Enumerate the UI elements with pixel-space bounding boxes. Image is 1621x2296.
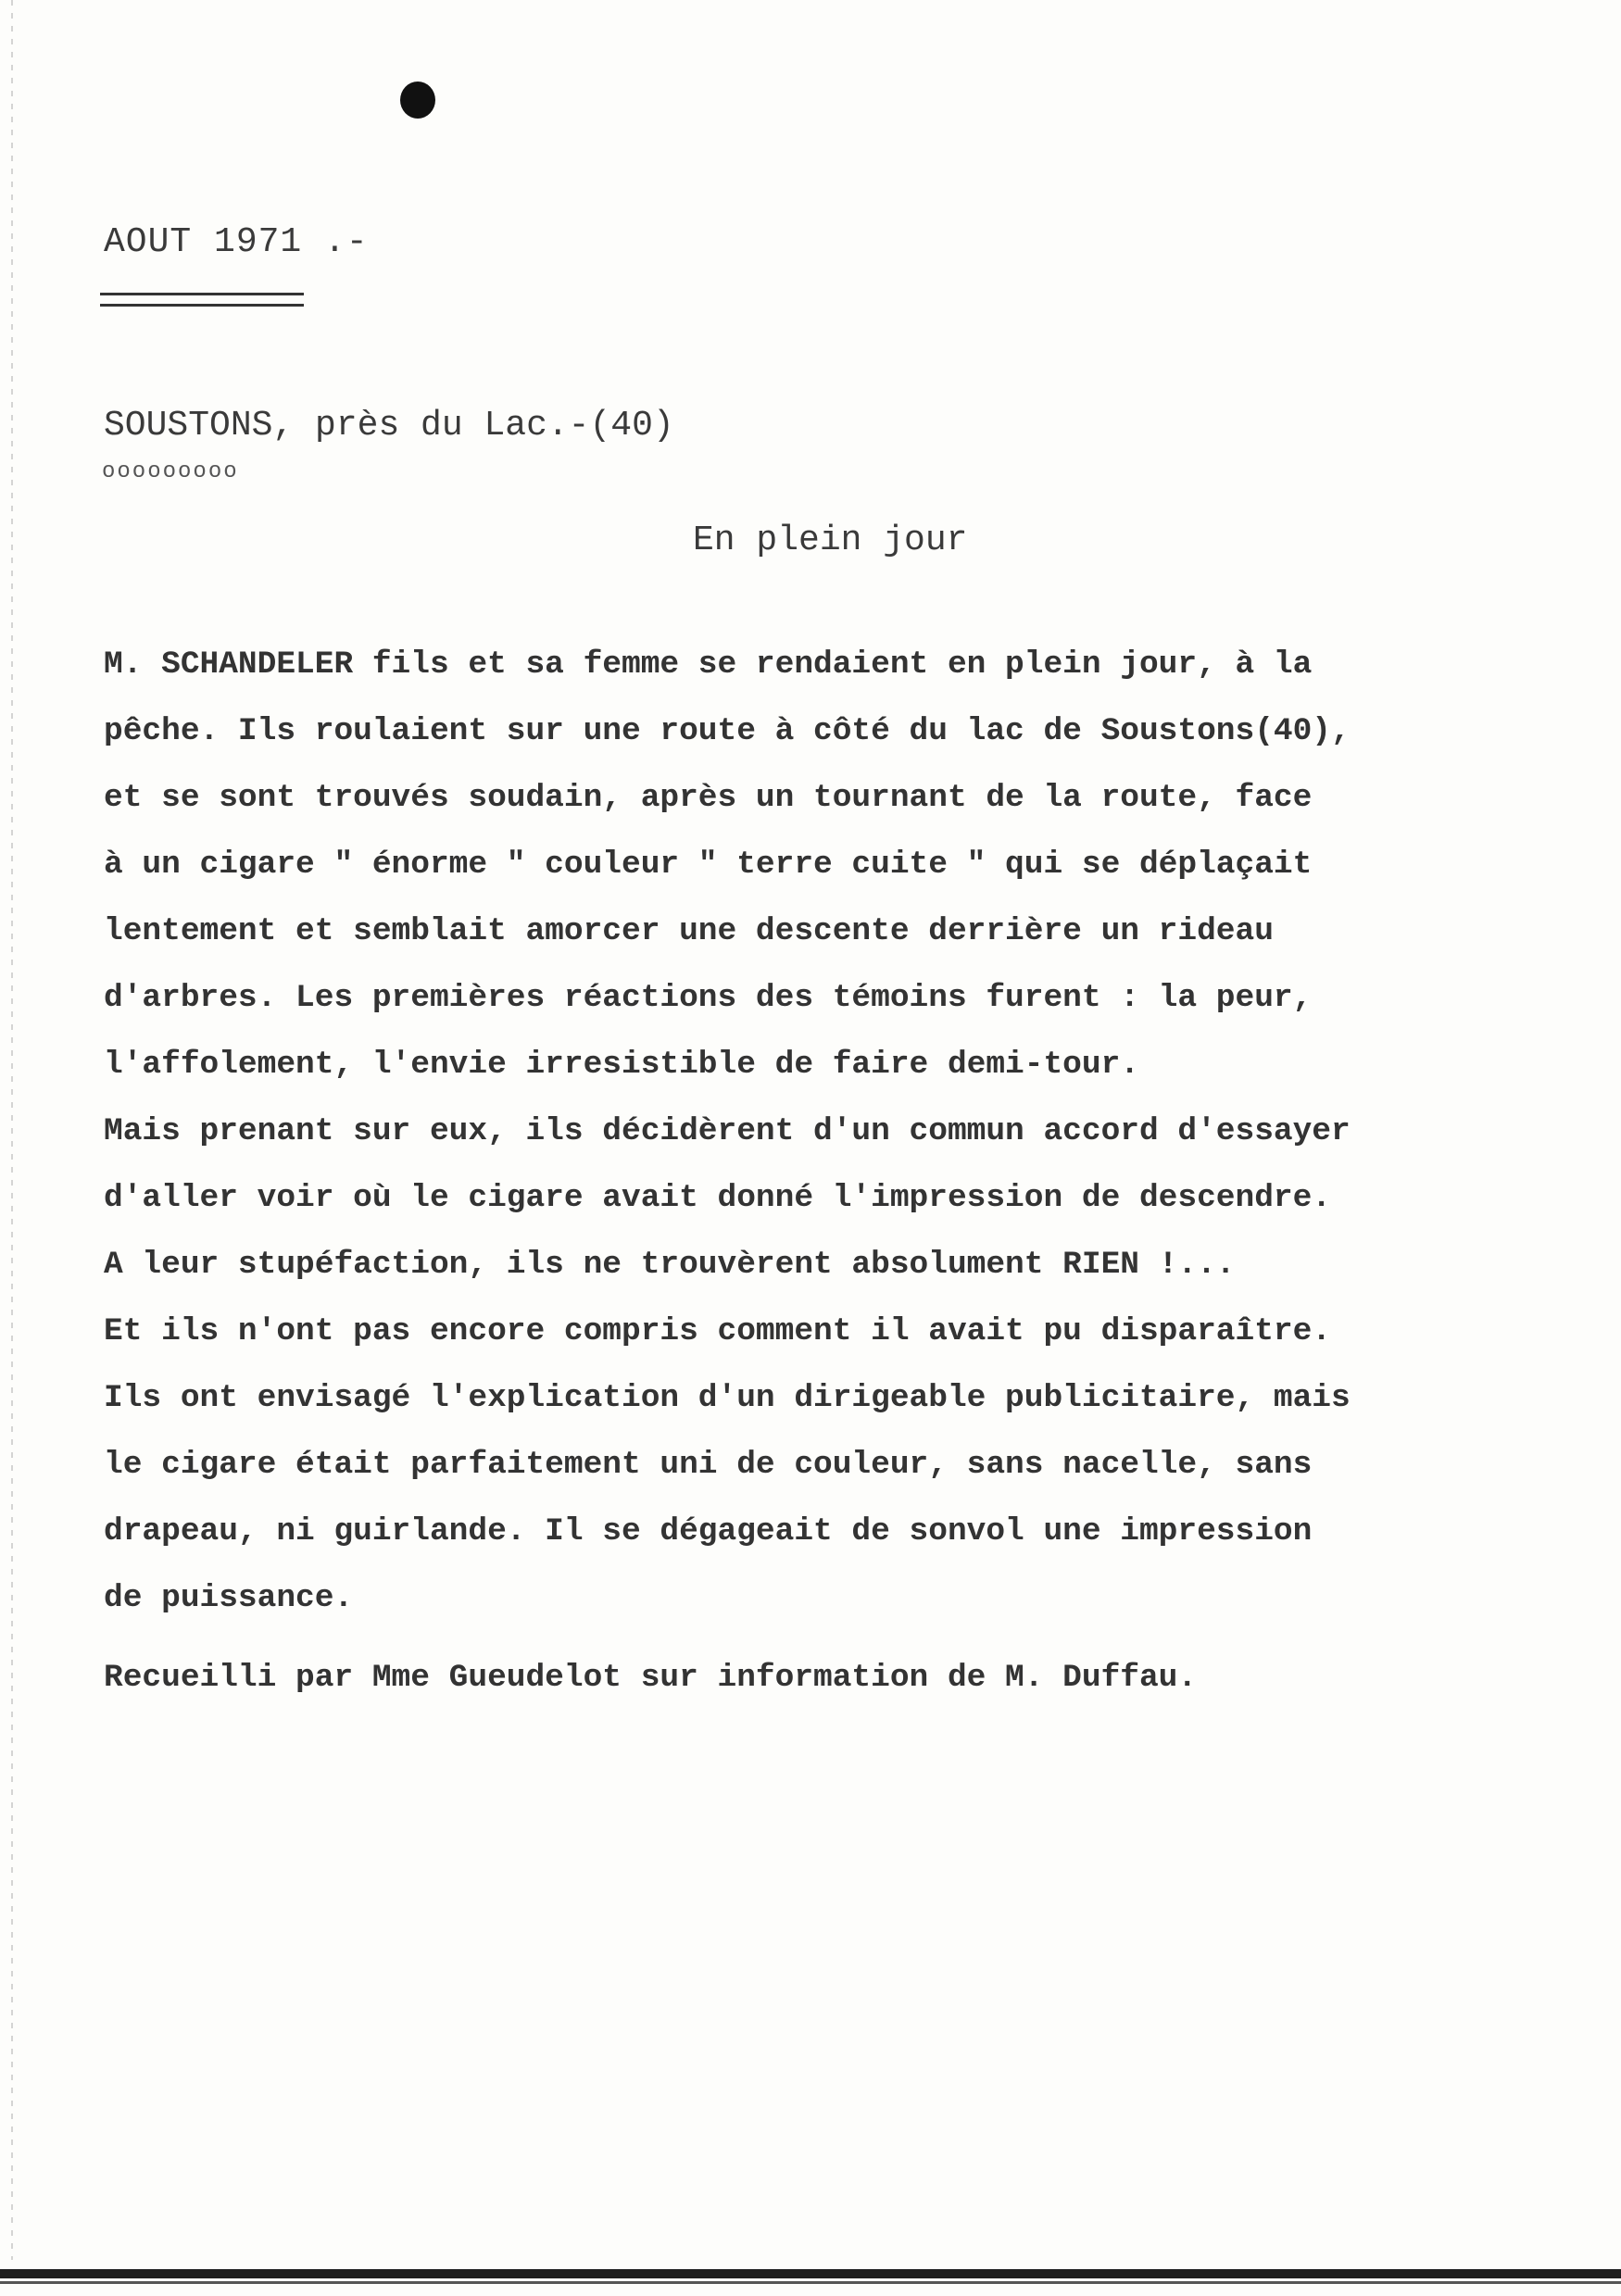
body-line: M. SCHANDELER fils et sa femme se rendaient en plein jour, à la [104,646,1313,683]
document-body [104,632,1549,1632]
document-date: AOUT 1971 .- [104,222,369,262]
bottom-border [0,2269,1621,2278]
location-underline: ooooooooo [102,459,239,484]
body-line: lentement et semblait amorcer une descente derrière un rideau [104,913,1274,949]
date-double-underline [100,293,304,307]
punch-hole [400,82,435,119]
body-line: Ils ont envisagé l'explication d'un dirigeable publicitaire, mais [104,1380,1351,1416]
body-line: à un cigare " énorme " couleur " terre cuite " qui se déplaçait [104,847,1313,883]
body-line: drapeau, ni guirlande. Il se dégageait de sonvol une impression [104,1513,1313,1549]
bottom-border-thin [0,2281,1621,2284]
document-signature: Recueilli par Mme Gueudelot sur information de M. Duffau. [104,1660,1198,1696]
page-edge-marks [11,0,13,2260]
body-line: d'aller voir où le cigare avait donné l'impression de descendre. [104,1180,1332,1216]
document-subtitle: En plein jour [693,521,968,560]
document-location: SOUSTONS, près du Lac.-(40) [104,406,674,445]
body-line: A leur stupéfaction, ils ne trouvèrent absolument RIEN !... [104,1247,1236,1283]
body-line: pêche. Ils roulaient sur une route à côté du lac de Soustons(40), [104,713,1351,749]
body-line: de puissance. [104,1580,354,1616]
body-line: et se sont trouvés soudain, après un tournant de la route, face [104,780,1313,816]
body-line: le cigare était parfaitement uni de couleur, sans nacelle, sans [104,1447,1313,1483]
body-line: l'affolement, l'envie irresistible de faire demi-tour. [104,1047,1139,1083]
body-line: d'arbres. Les premières réactions des témoins furent : la peur, [104,980,1313,1016]
body-line: Et ils n'ont pas encore compris comment il avait pu disparaître. [104,1313,1332,1349]
body-line: Mais prenant sur eux, ils décidèrent d'un commun accord d'essayer [104,1113,1351,1149]
